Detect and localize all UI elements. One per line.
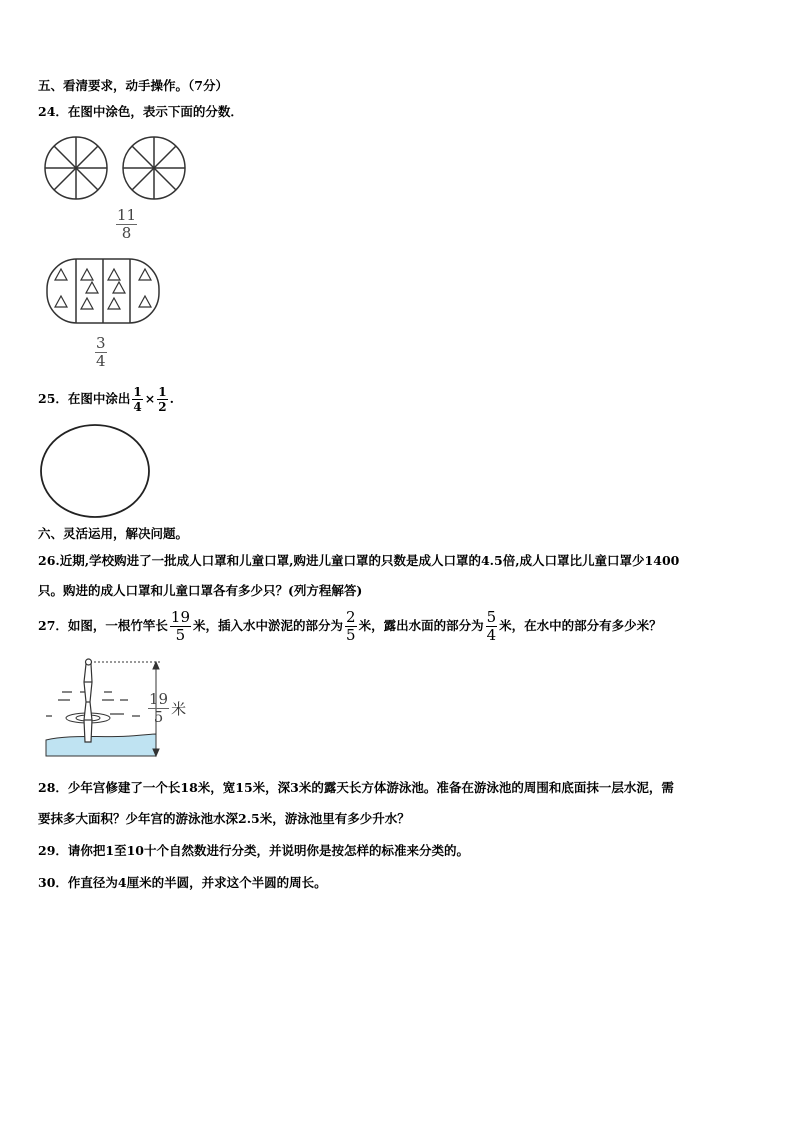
q24-fraction-1: [114, 208, 139, 241]
q25-times: ×: [144, 391, 156, 406]
q27-p1: 27．如图，一根竹竿长: [38, 618, 168, 633]
q24-fraction-1-num: 11: [117, 206, 137, 224]
q24-fraction-2-num: 3: [96, 334, 106, 352]
q27-f1-den: 5: [175, 626, 186, 644]
q26-line-2: 只。购进的成人口罩和儿童口罩各有多少只？(列方程解答): [38, 583, 363, 598]
q25-f2-den: 2: [158, 400, 167, 414]
q27-bamboo-pole: [84, 659, 92, 742]
section-five-heading: 五、看清要求，动手操作。（7分）: [38, 78, 228, 93]
q27-figure-label: [146, 692, 186, 725]
q27-p2: 米，插入水中淤泥的部分为: [193, 618, 344, 633]
q28-line-2: 要抹多大面积？少年宫的游泳池水深2.5米，游泳池里有多少升水？: [38, 811, 410, 826]
q28-line-1: 28．少年宫修建了一个长18米，宽15米，深3米的露天长方体游泳池。准备在游泳池的周围和底面抹一层水泥，需: [38, 780, 674, 795]
q27-text: [38, 608, 662, 644]
q27-f3-num: 5: [486, 608, 497, 626]
q30-text: 30．作直径为4厘米的半圆，并求这个半圆的周长。: [38, 875, 327, 890]
q27-p3: 米，露出水面的部分为: [358, 618, 484, 633]
q27-f1-num: 19: [170, 608, 190, 626]
q24-circle-left: [45, 137, 107, 199]
q27-p4: 米，在水中的部分有多少米？: [499, 618, 662, 633]
q25-prefix: 25．在图中涂出: [38, 391, 131, 406]
q24-circles-figure: [44, 136, 194, 204]
q24-fraction-2-den: 4: [96, 352, 106, 370]
q24-text: 24．在图中涂色，表示下面的分数．: [38, 104, 243, 119]
q25-f1-den: 4: [133, 400, 142, 414]
q25-circle-figure: [40, 424, 152, 520]
q27-f2-den: 5: [346, 626, 356, 644]
q24-circle-right: [123, 137, 185, 199]
q27-figure-unit: 米: [171, 700, 187, 718]
q27-f3-den: 4: [486, 626, 497, 644]
section-six-heading: 六、灵活运用，解决问题。: [38, 526, 189, 541]
q27-f2-num: 2: [346, 608, 356, 626]
q25-text: [38, 386, 174, 413]
q26-line-1: 26.近期,学校购进了一批成人口罩和儿童口罩,购进儿童口罩的只数是成人口罩的4.5倍,成人口罩比儿童口罩少1400: [38, 553, 680, 568]
q24-fraction-1-den: 8: [121, 224, 132, 242]
q27-figure-frac-num: 19: [149, 690, 169, 708]
q27-water-lines: [46, 692, 140, 716]
q27-figure-frac-den: 5: [153, 708, 164, 726]
q25-f1-num: 1: [133, 385, 142, 399]
q24-oval-figure: [46, 258, 162, 326]
q24-fraction-2: [93, 336, 109, 369]
q25-f2-num: 1: [158, 385, 167, 399]
q25-suffix: .: [169, 391, 174, 406]
q27-water: [46, 734, 156, 756]
q29-text: 29．请你把1至10十个自然数进行分类，并说明你是按怎样的标准来分类的。: [38, 843, 469, 858]
